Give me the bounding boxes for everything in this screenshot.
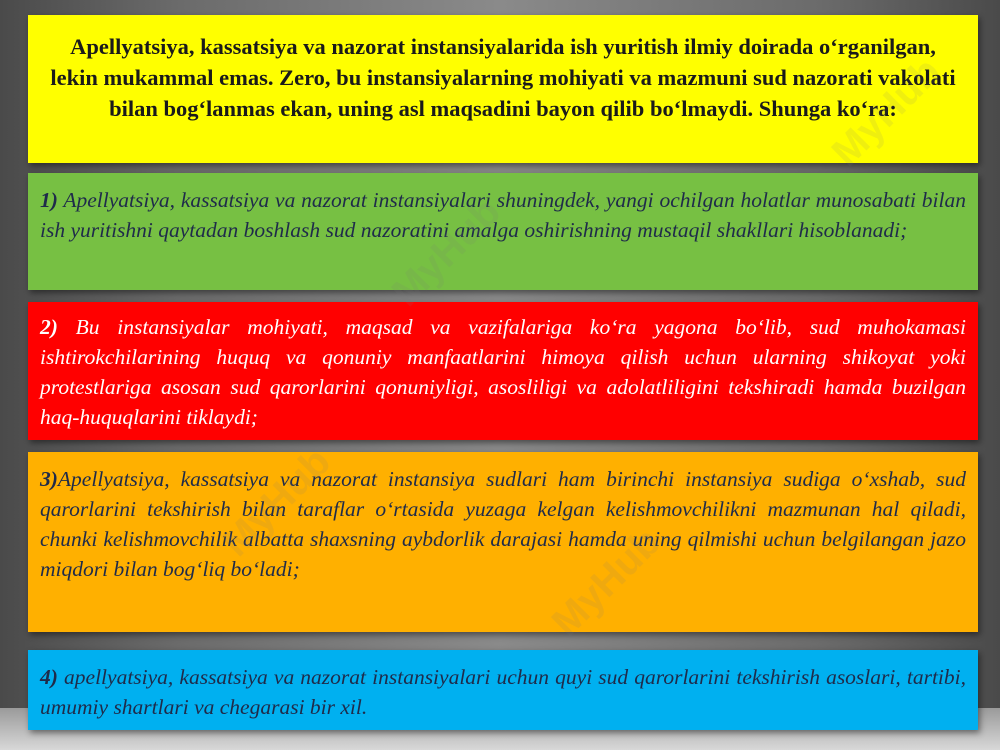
title-text: Apellyatsiya, kassatsiya va nazorat instansiyalarida ish yuritish ilmiy doirada o‘rganilgan, lekin mukammal emas. Zero, bu instansiyalarning mohiyati va mazmuni sud nazorati vakolati bilan bog‘lanmas ekan, uning asl maqsadini bayon qilib bo‘lmaydi. Shunga ko‘ra: (50, 34, 956, 121)
item-box-3 (28, 452, 978, 632)
item-number-4: 4) (40, 665, 58, 689)
item-box-1 (28, 173, 978, 290)
item-body-4: apellyatsiya, kassatsiya va nazorat instansiyalari uchun quyi sud qarorlarini tekshirish asoslari, tartibi, umumiy shartlari va chegarasi bir xil. (40, 665, 966, 719)
item-body-1: Apellyatsiya, kassatsiya va nazorat instansiyalari shuningdek, yangi ochilgan holatlar munosabati bilan ish yuritishni qaytadan boshlash sud nazoratini amalga oshirishning mustaqil shakllari hisoblanadi; (40, 188, 966, 242)
title-box (28, 15, 978, 163)
item-text-1 (40, 185, 966, 245)
item-box-2 (28, 302, 978, 440)
item-text-4 (40, 662, 966, 722)
item-text-3 (40, 464, 966, 584)
item-text-2 (40, 312, 966, 432)
item-body-2: Bu instansiyalar mohiyati, maqsad va vazifalariga ko‘ra yagona bo‘lib, sud muhokamasi ishtirokchilarining huquq va qonuniy manfaatlarini himoya qilish uchun ularning shikoyat yoki protestlariga asosan sud qarorlarini qonuniyligi, asosliligi va adolatliligini tekshiradi hamda buzilgan haq-huquqlarini tiklaydi; (40, 315, 966, 429)
item-number-1: 1) (40, 188, 58, 212)
item-body-3: Apellyatsiya, kassatsiya va nazorat instansiya sudlari ham birinchi instansiya sudiga o‘xshab, sud qarorlarini tekshirish bilan taraflar o‘rtasida yuzaga kelgan kelishmovchilikni mazmunan hal qiladi, chunki kelishmovchilik albatta shaxsning aybdorlik darajasi hamda uning qilmishi uchun belgilangan jazo miqdori bilan bog‘liq bo‘ladi; (40, 467, 966, 581)
item-number-2: 2) (40, 315, 58, 339)
item-number-3: 3) (40, 467, 58, 491)
item-box-4 (28, 650, 978, 730)
